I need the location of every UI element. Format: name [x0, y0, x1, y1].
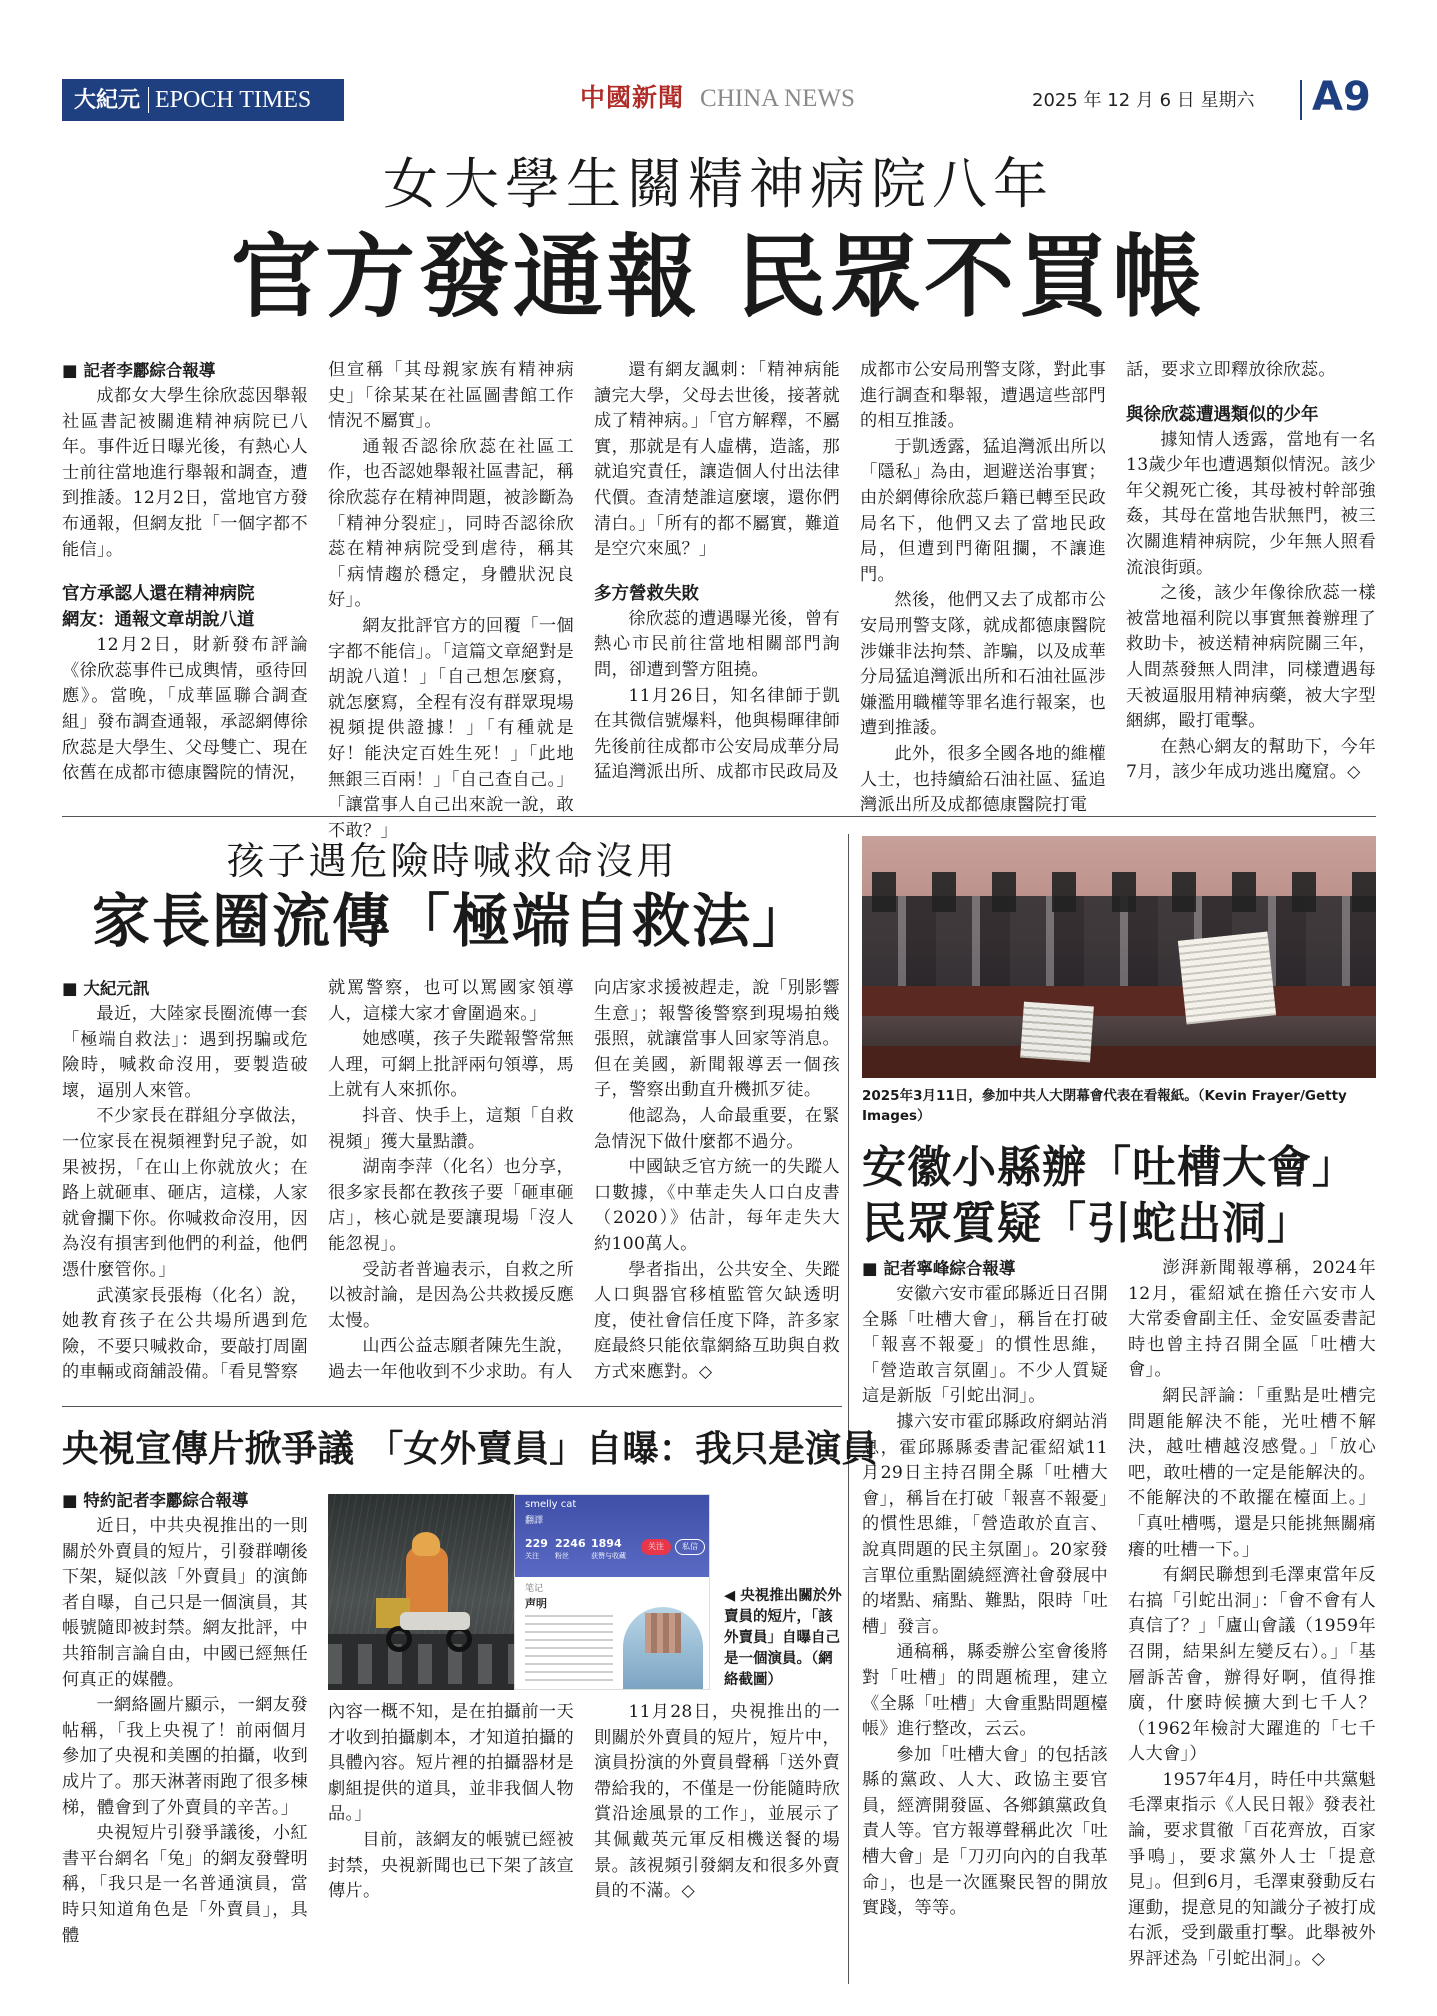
story1-subhead3: 與徐欣蕊遭遇類似的少年: [1126, 404, 1319, 425]
story1-col2: [328, 358, 574, 844]
story2-kicker: 孩子遇危險時喊救命沒用: [226, 839, 678, 883]
story3-col3: [594, 1700, 840, 1905]
story2-byline: ■ 大紀元訊: [62, 976, 308, 1002]
delegate-heads: [862, 872, 1376, 912]
story4-photo-caption: 2025年3月11日，參加中共人大閉幕會代表在看報紙。（Kevin Frayer/Getty Images）: [862, 1088, 1347, 1124]
paragraph: 有網民聯想到毛澤東當年反右搞「引蛇出洞」：「會不會有人真信了？」「廬山會議（1959年召開，結果糾左變反右）。」「基層訴苦會，辦得好啊，值得推廣，什麼時候擴大到七千人？（1962年檢討大躍進的「七千人大會」）: [1128, 1565, 1376, 1765]
paragraph: 一網絡圖片顯示，一網友發帖稱，「我上央視了！前兩個月參加了央視和美團的拍攝，收到成片了。那天淋著雨跑了很多棟梯，體會到了外賣員的辛苦。」: [62, 1695, 308, 1818]
story4-col2: [1128, 1256, 1376, 1973]
paragraph: 12月2日，財新發布評論《徐欣蕊事件已成輿情，亟待回應》。當晚，「成華區聯合調查組」發布調查通報，承認網傳徐欣蕊是大學生、父母雙亡、現在依舊在成都市德康醫院的情況，: [62, 635, 308, 784]
newspaper: [1178, 932, 1276, 1025]
paragraph: 之後，該少年像徐欣蕊一樣被當地福利院以事實無養辦理了救助卡，被送精神病院關三年，人間蒸發無人問津，同樣遭遇每天被逼服用精神病藥，被大字型綑綁，毆打電擊。: [1126, 583, 1376, 732]
story1-subhead1: 官方承認人還在精神病院: [62, 584, 255, 605]
page-divider: [1300, 80, 1302, 120]
note-title: 笔记: [525, 1584, 544, 1594]
paragraph: 內容一概不知，是在拍攝前一天才收到拍攝劇本，才知道拍攝的具體內容。短片裡的拍攝器材是劇組提供的道具，並非我個人物品。」: [328, 1702, 574, 1825]
profile-username: smelly cat: [525, 1499, 577, 1510]
paragraph: 網民評論：「重點是吐槽完問題能解決不能，光吐槽不解決，越吐槽越沒感覺。」「放心吧，敢吐槽的一定是能解決的。不能解決的不敢擺在檯面上。」「真吐槽嗎，還是只能挑無關痛癢的吐槽一下。」: [1128, 1385, 1376, 1560]
paragraph: 1957年4月，時任中共黨魁毛澤東指示《人民日報》發表社論，要求貫徹「百花齊放，百家爭鳴」，要求黨外人士「提意見」。但到6月，毛澤東發動反右運動，提意見的知識分子被打成右派，受到嚴重打擊。此舉被外界評述為「引蛇出洞」。◇: [1128, 1769, 1376, 1970]
story1-col1: [62, 358, 308, 787]
story1-byline: ■ 記者李酈綜合報導: [62, 358, 308, 384]
logo[interactable]: [62, 79, 344, 121]
paragraph: 就罵警察，也可以罵國家領導人，這樣大家才會圍過來。」: [328, 978, 574, 1024]
profile-stat: 229: [525, 1537, 548, 1550]
delivery-photo: [328, 1494, 514, 1690]
story3-byline: ■ 特約記者李酈綜合報導: [62, 1488, 308, 1514]
section-rule: [62, 1406, 842, 1407]
paragraph: 成都女大學生徐欣蕊因舉報社區書記被關進精神病院已八年。事件近日曝光後，有熱心人士前往當地進行舉報和調查，遭到推諉。12月2日，當地官方發布通報，但網友批「一個字都不能信」。: [62, 386, 308, 560]
paragraph: 此外，很多全國各地的維權人士，也持續給石油社區、猛追灣派出所及成都德康醫院打電: [860, 743, 1106, 816]
section-cn: 中國新聞: [580, 83, 685, 112]
section-rule: [62, 816, 1376, 817]
date-line: 2025 年 12 月 6 日 星期六: [1032, 90, 1255, 111]
paragraph: 網友批評官方的回覆「一個字都不能信」。「這篇文章絕對是胡說八道！」「自己想怎麼寫，就怎麼寫，全程有沒有群眾現場視頻提供證據！」「有種就是好！能決定百姓生死！」「此地無銀三百兩！」「自己查自己。」「讓當事人自己出來說一說，敢不敢？」: [328, 615, 574, 841]
paragraph: 受訪者普遍表示，自救之所以被討論，是因為公共救援反應太慢。: [328, 1259, 574, 1331]
statement-text-lines: [525, 1615, 613, 1685]
story3-caption: ◀ 央視推出關於外賣員的短片，「該外賣員」自曝自己是一個演員。（網絡截圖）: [724, 1588, 842, 1688]
profile-stat-label: 关注: [525, 1552, 539, 1560]
message-button[interactable]: 私信: [675, 1539, 705, 1555]
story3-headline: 央視宣傳片掀爭議 「女外賣員」自曝：我只是演員: [62, 1427, 878, 1470]
paragraph: 不少家長在群組分享做法，一位家長在視頻裡對兒子說，如果被拐，「在山上你就放火；在路上就砸車、砸店，這樣，人家就會攔下你。你喊救命沒用，因為沒有損害到他們的利益，他們憑什麼管你。」: [62, 1106, 308, 1280]
paragraph: 參加「吐槽大會」的包括該縣的黨政、人大、政協主要官員，經濟開發區、各鄉鎮黨政負責人等。官方報導聲稱此次「吐槽大會」是「刀刃向內的自我革命」，也是一次匯聚民智的開放實踐，等等。: [862, 1744, 1108, 1919]
rider-helmet: [412, 1532, 440, 1556]
newspaper: [1020, 1002, 1094, 1063]
paragraph: 目前，該網友的帳號已經被封禁，央視新聞也已下架了該宣傳片。: [328, 1829, 574, 1902]
logo-en: EPOCH TIMES: [155, 86, 312, 113]
paragraph: 她感嘆，孩子失蹤報警常無人理，可網上批評兩句領導，馬上就有人來抓你。: [328, 1029, 574, 1101]
page-number: A9: [1312, 74, 1371, 120]
paragraph: 徐欣蕊的遭遇曝光後，曾有熱心市民前往當地相關部門詢問，卻遭到警方阻撓。: [594, 608, 840, 680]
section-en: CHINA NEWS: [700, 85, 855, 112]
profile-stat: 2246: [555, 1537, 586, 1550]
story1-col5: [1126, 358, 1376, 786]
paragraph: 向店家求援被趕走，說「別影響生意」；報警後警察到現場拍幾張照，就讓當事人回家等消息。但在美國，新聞報導丟一個孩子，警察出動直升機抓歹徒。: [594, 978, 840, 1101]
profile-translate: 翻譯: [525, 1516, 544, 1526]
paragraph: 抖音、快手上，這類「自救視頻」獲大量點讚。: [328, 1105, 574, 1152]
rider-raincoat: [406, 1546, 448, 1618]
story4-headline1: 安徽小縣辦「吐槽大會」: [862, 1142, 1357, 1193]
story1-kicker: 女大學生關精神病院八年: [382, 152, 1054, 216]
desk-row: [862, 1046, 1376, 1078]
story2-col1: [62, 976, 308, 1386]
paragraph: 他認為，人命最重要，在緊急情況下做什麼都不過分。: [594, 1105, 840, 1152]
follow-button[interactable]: 关注: [641, 1539, 671, 1555]
masthead: [0, 0, 1437, 140]
paragraph: 湖南李萍（化名）也分享，很多家長都在教孩子要「砸車砸店」，核心就是要讓現場「沒人能忽視」。: [328, 1157, 574, 1254]
paragraph: 山西公益志願者陳先生說，過去一年他收到不少求助。有人: [328, 1336, 574, 1382]
story4-byline: ■ 記者寧峰綜合報導: [862, 1256, 1108, 1282]
paragraph: 最近，大陸家長圈流傳一套「極端自救法」：遇到拐騙或危險時，喊救命沒用，要製造破壞，逼別人來管。: [62, 1004, 308, 1101]
profile-stat-label: 粉丝: [555, 1552, 569, 1560]
paragraph: 據六安市霍邱縣政府網站消息，霍邱縣縣委書記霍紹斌11月29日主持召開全縣「吐槽大會」，稱旨在打破「報喜不報憂」的慣性思維，「營造敢於直言、說真問題的民主氛圍」。20家發言單位重點圍繞經濟社會發展中的堵點、痛點、難點，限時「吐槽」發言。: [862, 1411, 1108, 1637]
story1-col4: [860, 358, 1106, 819]
paragraph: 學者指出，公共安全、失蹤人口與器官移植監管欠缺透明度，使社會信任度下降，許多家庭最終只能依靠網絡互助與自救方式來應對。◇: [594, 1259, 840, 1382]
paragraph: 近日，中共央視推出的一則關於外賣員的短片，引發群嘲後下架，疑似該「外賣員」的演飾者自曝，自己只是一個演員，其帳號隨即被封禁。網友批評，中共箝制言論自由，中國已經無任何真正的媒體。: [62, 1516, 308, 1690]
story2-col3: [594, 976, 840, 1386]
story1-col3: [594, 358, 840, 786]
paragraph: 據知情人透露，當地有一名13歲少年也遭遇類似情況。該少年父親死亡後，其母被村幹部強姦，其母在當地告狀無門，被三次關進精神病院，少年無人照看流浪街頭。: [1126, 429, 1376, 578]
desk-row: [862, 986, 1376, 1016]
crosswalk: [328, 1644, 514, 1684]
paragraph: 11月28日，央視推出的一則關於外賣員的短片，短片中，演員扮演的外賣員聲稱「送外賣帶給我的，不僅是一份能隨時欣賞沿途風景的工作」，並展示了其佩戴英元軍反相機送餐的場景。該視頻引發網友和很多外賣員的不滿。◇: [594, 1702, 840, 1902]
paragraph: 通報否認徐欣蕊在社區工作，也否認她舉報社區書記，稱徐欣蕊存在精神問題，被診斷為「精神分裂症」，同時否認徐欣蕊在精神病院受到虐待，稱其「病情趨於穩定，身體狀況良好」。: [328, 436, 574, 611]
paragraph: 澎湃新聞報導稱，2024年12月，霍紹斌在擔任六安市人大常委會副主任、金安區委書記時也曾主持召開全區「吐槽大會」。: [1128, 1258, 1376, 1381]
story4-headline2: 民眾質疑「引蛇出洞」: [862, 1198, 1312, 1249]
story3-col2: [328, 1700, 574, 1905]
paragraph: 話，要求立即釋放徐欣蕊。: [1126, 360, 1336, 380]
paragraph: 然後，他們又去了成都市公安局刑警支隊，就成都德康醫院涉嫌非法拘禁、詐騙，以及成華分局猛追灣派出所和石油社區涉嫌濫用職權等罪名進行報案，也遭到推諉。: [860, 590, 1106, 739]
paragraph: 中國缺乏官方統一的失蹤人口數據，《中華走失人口白皮書（2020）》估計，每年走失大約100萬人。: [594, 1157, 840, 1254]
paragraph: 在熱心網友的幫助下，今年7月，該少年成功逃出魔窟。◇: [1126, 736, 1376, 783]
story1-headline: 官方發通報 民眾不買帳: [230, 224, 1207, 330]
story3-col1: [62, 1488, 308, 1949]
paragraph: 成都市公安局刑警支隊，對此事進行調查和舉報，遭遇這些部門的相互推諉。: [860, 360, 1106, 432]
paragraph: 安徽六安市霍邱縣近日召開全縣「吐槽大會」，稱旨在打破「報喜不報憂」的慣性思維，「營造敢言氛圍」。不少人質疑這是新版「引蛇出洞」。: [862, 1284, 1108, 1407]
social-screenshot: [514, 1494, 710, 1690]
story1-subhead1b: 網友：通報文章胡說八道: [62, 610, 255, 631]
story2-col2: [328, 976, 574, 1386]
paragraph: 武漢家長張梅（化名）說，她教育孩子在公共場所遇到危險，不要只喊救命，要敲打周圍的車輛或商舖設備。「看見警察: [62, 1285, 308, 1383]
paragraph: 還有網友諷刺：「精神病能讀完大學，父母去世後，接著就成了精神病。」「官方解釋，不屬實，那就是有人虛構，造謠，那就追究責任，讓造個人付出法律代價。查清楚誰這麼壞，還你們清白。」「所有的都不屬實，難道是空穴來風？」: [594, 360, 840, 560]
paragraph: 通稿稱，縣委辦公室會後將對「吐槽」的問題梳理，建立《全縣「吐槽」大會重點問題檯帳》進行整改，云云。: [862, 1642, 1108, 1740]
profile-header: [515, 1495, 710, 1577]
blurred-face: [645, 1613, 681, 1653]
paragraph: 但宣稱「其母親家族有精神病史」「徐某某在社區圖書館工作情況不屬實」。: [328, 360, 574, 432]
paragraph: 于凱透露，猛追灣派出所以「隱私」為由，迴避送治事實；由於網傳徐欣蕊戶籍已轉至民政局名下，他們又去了當地民政局，但遭到門衛阻攔，不讓進門。: [860, 436, 1106, 585]
story4-col1: [862, 1256, 1108, 1922]
story2-headline: 家長圈流傳「極端自救法」: [91, 887, 812, 955]
profile-stat-label: 获赞与收藏: [591, 1552, 626, 1560]
npc-photo: [862, 836, 1376, 1078]
scooter-body: [400, 1612, 470, 1630]
logo-cn: 大紀元: [62, 87, 149, 113]
statement-title: 声明: [525, 1597, 547, 1610]
story1-subhead2: 多方營救失敗: [594, 583, 699, 604]
column-rule: [848, 834, 849, 1984]
section-title: [580, 78, 855, 114]
profile-stat: 1894: [591, 1537, 622, 1550]
paragraph: 央視短片引發爭議後，小紅書平台網名「兔」的網友發聲明稱，「我只是一名普通演員，當時只知道角色是「外賣員」，具體: [62, 1823, 308, 1946]
paragraph: 11月26日，知名律師于凱在其微信號爆料，他與楊暉律師先後前往成都市公安局成華分局猛追灣派出所、成都市民政局及: [594, 685, 840, 783]
